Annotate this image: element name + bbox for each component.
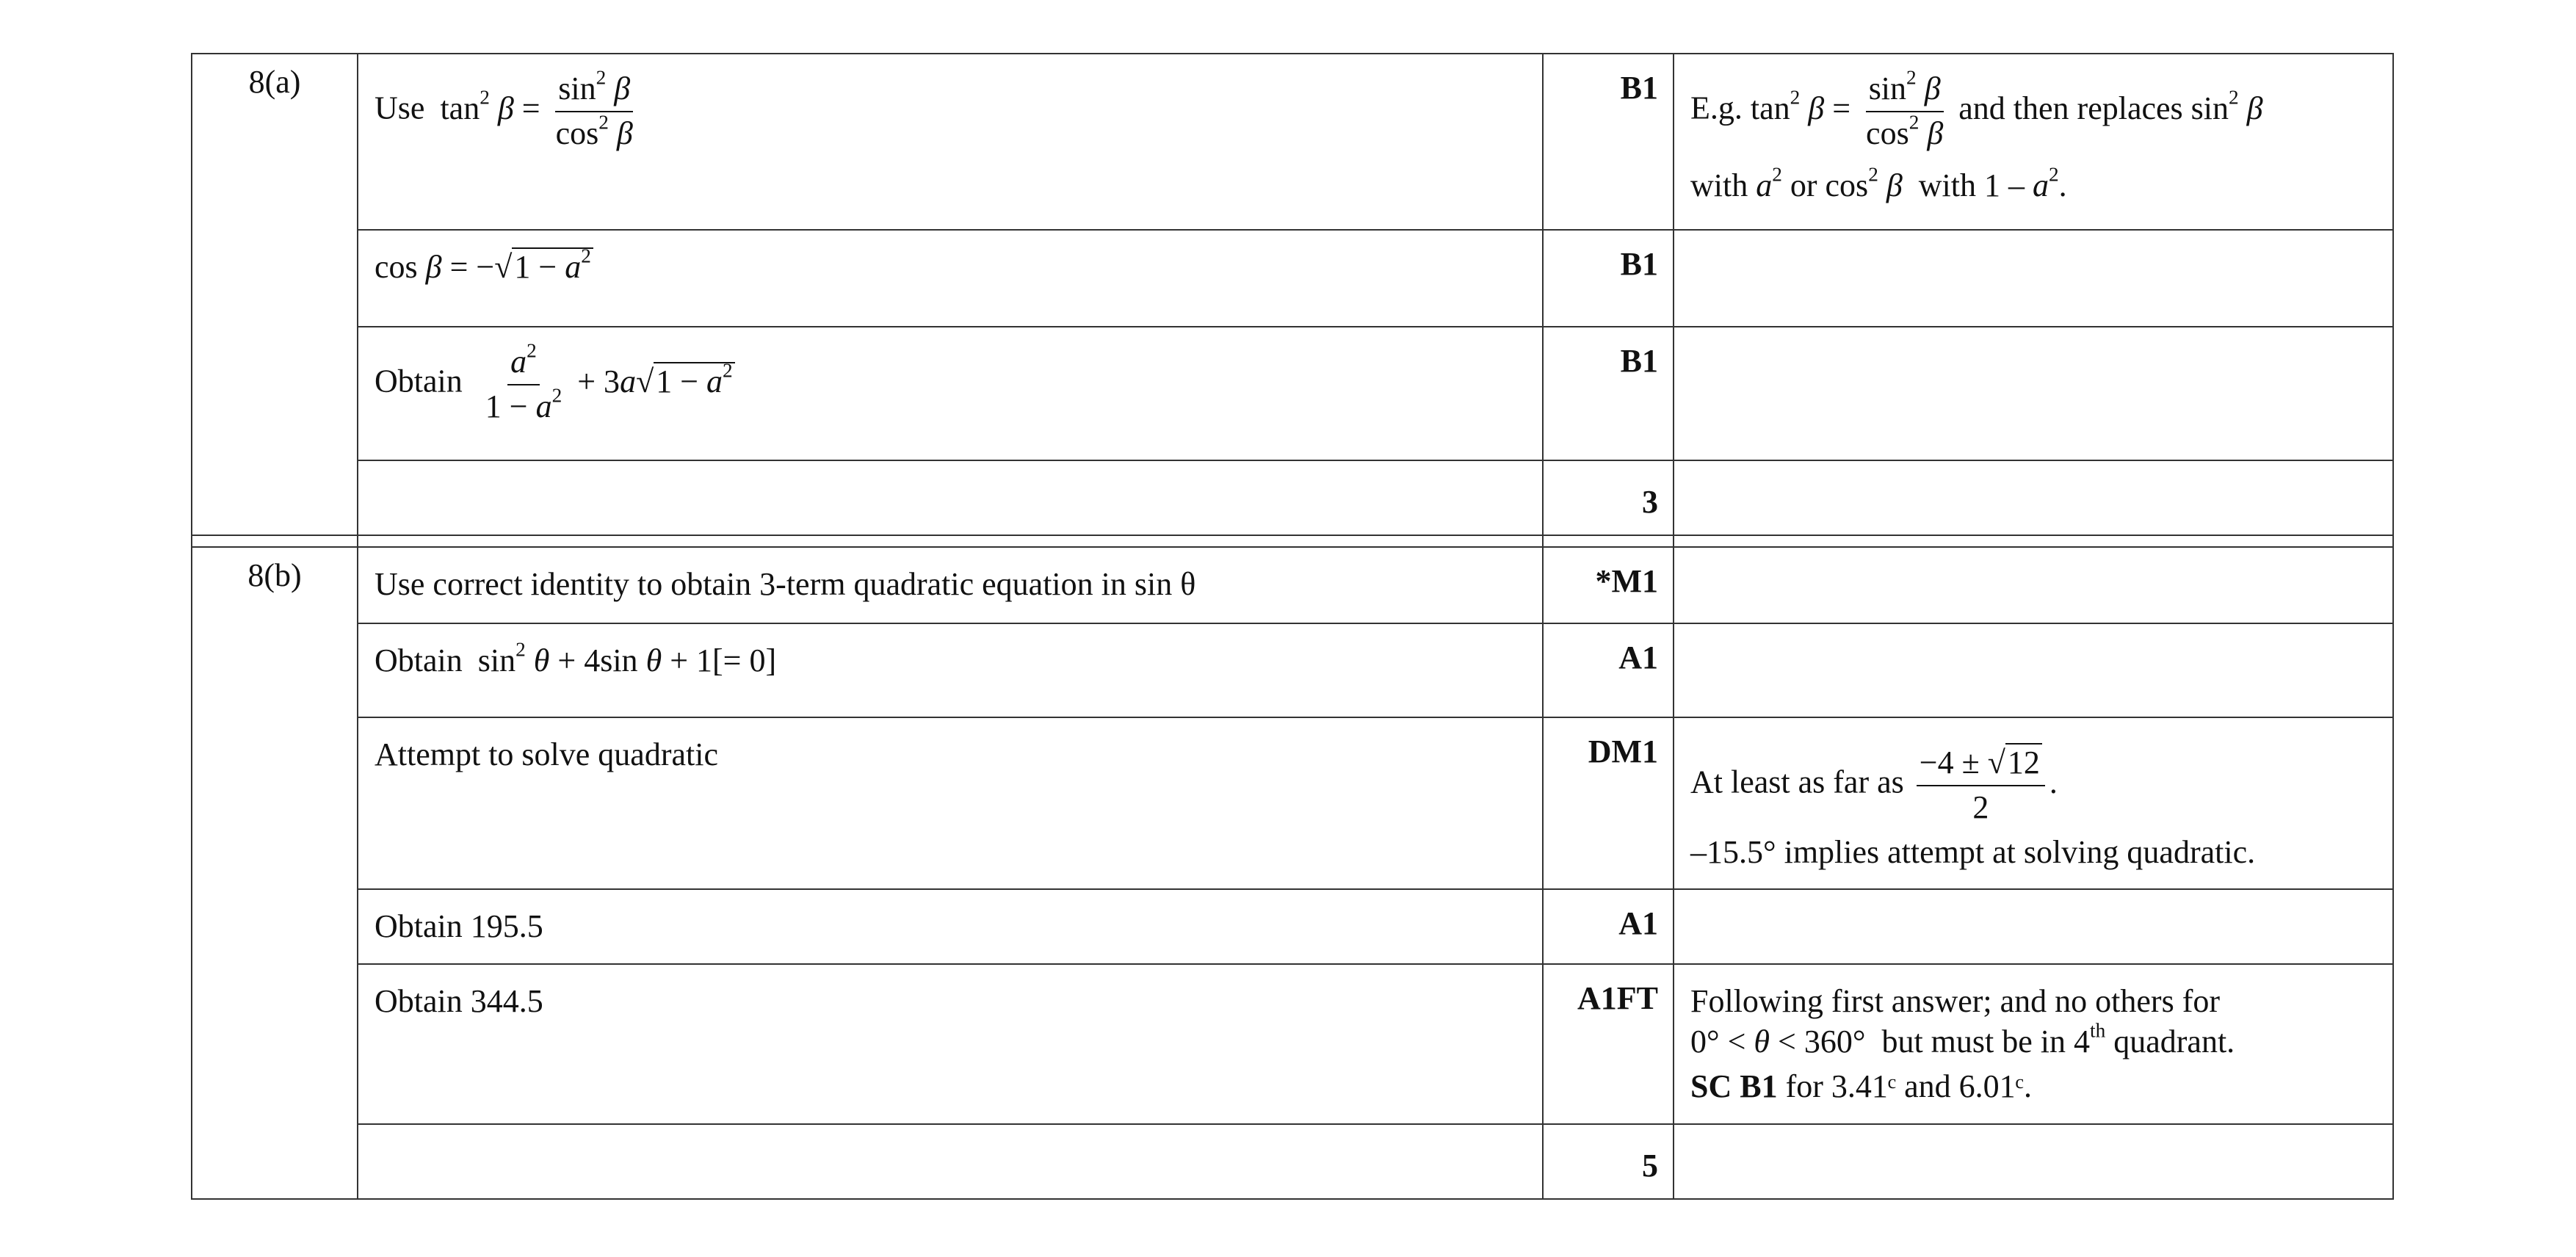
answer-text: Attempt to solve quadratic	[375, 736, 718, 772]
table-row	[192, 460, 2393, 535]
answer-cell	[358, 327, 1543, 460]
guidance-cell: At least as far as $\frac{-4 \pm √12}{2}$ . –15.5° implies attempt at solving quadratic.	[1674, 717, 2393, 889]
table-row	[192, 1124, 2393, 1199]
answer-math: $\cos \beta = -√1 - a^2$	[375, 249, 593, 285]
guidance-cell	[1674, 460, 2393, 535]
guidance-cell: Following first answer; and no others for 0° < θ < 360° but must be in 4th quadrant. SC B1 for 3.41ᶜ and 6.01ᶜ.	[1674, 964, 2393, 1124]
question-number: 8(a)	[192, 54, 358, 535]
answer-math: $\frac{a^2}{1 - a^2}$ + $3a√1 - a^2$	[478, 363, 735, 399]
answer-text: Use	[375, 90, 425, 126]
mark-total: 5	[1543, 1124, 1674, 1199]
guidance-math: $\frac{-4 \pm √12}{2}$ .	[1912, 764, 2058, 800]
question-number: 8(b)	[192, 547, 358, 1199]
answer-cell	[358, 547, 1543, 623]
answer-cell: Obtain 195.5	[358, 889, 1543, 964]
mark-cell: A1	[1543, 623, 1674, 717]
table-row	[192, 54, 2393, 230]
mark-total: 3	[1543, 460, 1674, 535]
table-row	[192, 623, 2393, 717]
answer-math: $\sin^2 \theta + 4\sin$ θ + 1[= 0]	[477, 638, 777, 678]
answer-text: Use correct identity to obtain 3-term quadratic equation in sin θ	[375, 566, 1196, 602]
answer-cell	[358, 717, 1543, 889]
answer-cell: Obtain 344.5	[358, 964, 1543, 1124]
table-row	[192, 717, 2393, 889]
guidance-cell	[1674, 327, 2393, 460]
answer-cell	[358, 460, 1543, 535]
answer-cell	[358, 54, 1543, 230]
answer-text: Obtain	[375, 642, 463, 678]
mark-cell: B1	[1543, 54, 1674, 230]
answer-cell	[358, 1124, 1543, 1199]
table-row	[192, 964, 2393, 1124]
guidance-cell	[1674, 1124, 2393, 1199]
section-divider	[192, 535, 2393, 547]
mark-cell: B1	[1543, 327, 1674, 460]
guidance-cell	[1674, 889, 2393, 964]
answer-cell	[358, 623, 1543, 717]
guidance-cell	[1674, 547, 2393, 623]
mark-cell: *M1	[1543, 547, 1674, 623]
guidance-cell	[1674, 623, 2393, 717]
mark-scheme-sheet	[191, 53, 2392, 1200]
table-row	[192, 889, 2393, 964]
mark-scheme-table	[191, 53, 2394, 1200]
table-row	[192, 230, 2393, 327]
mark-cell: DM1	[1543, 717, 1674, 889]
guidance-cell: E.g. $\tan^2 \beta$ = $\frac{\sin^2 \beta}{\cos^2 \beta}$ and then replaces $\sin^2 \beta$ with $a^2$ or $\cos^2 \beta$ with $1 - a^2$.	[1674, 54, 2393, 230]
mark-cell: B1	[1543, 230, 1674, 327]
table-row	[192, 327, 2393, 460]
answer-math: $\tan^2 \beta$ = $\frac{\sin^2 \beta}{\cos^2 \beta}$	[440, 66, 633, 151]
guidance-math: $\tan^2 \beta$ = $\frac{\sin^2 \beta}{\cos^2 \beta}$	[1750, 66, 1944, 151]
mark-cell: A1FT	[1543, 964, 1674, 1124]
guidance-cell	[1674, 230, 2393, 327]
answer-text: Obtain	[375, 363, 463, 399]
table-row	[192, 547, 2393, 623]
answer-cell	[358, 230, 1543, 327]
mark-cell: A1	[1543, 889, 1674, 964]
